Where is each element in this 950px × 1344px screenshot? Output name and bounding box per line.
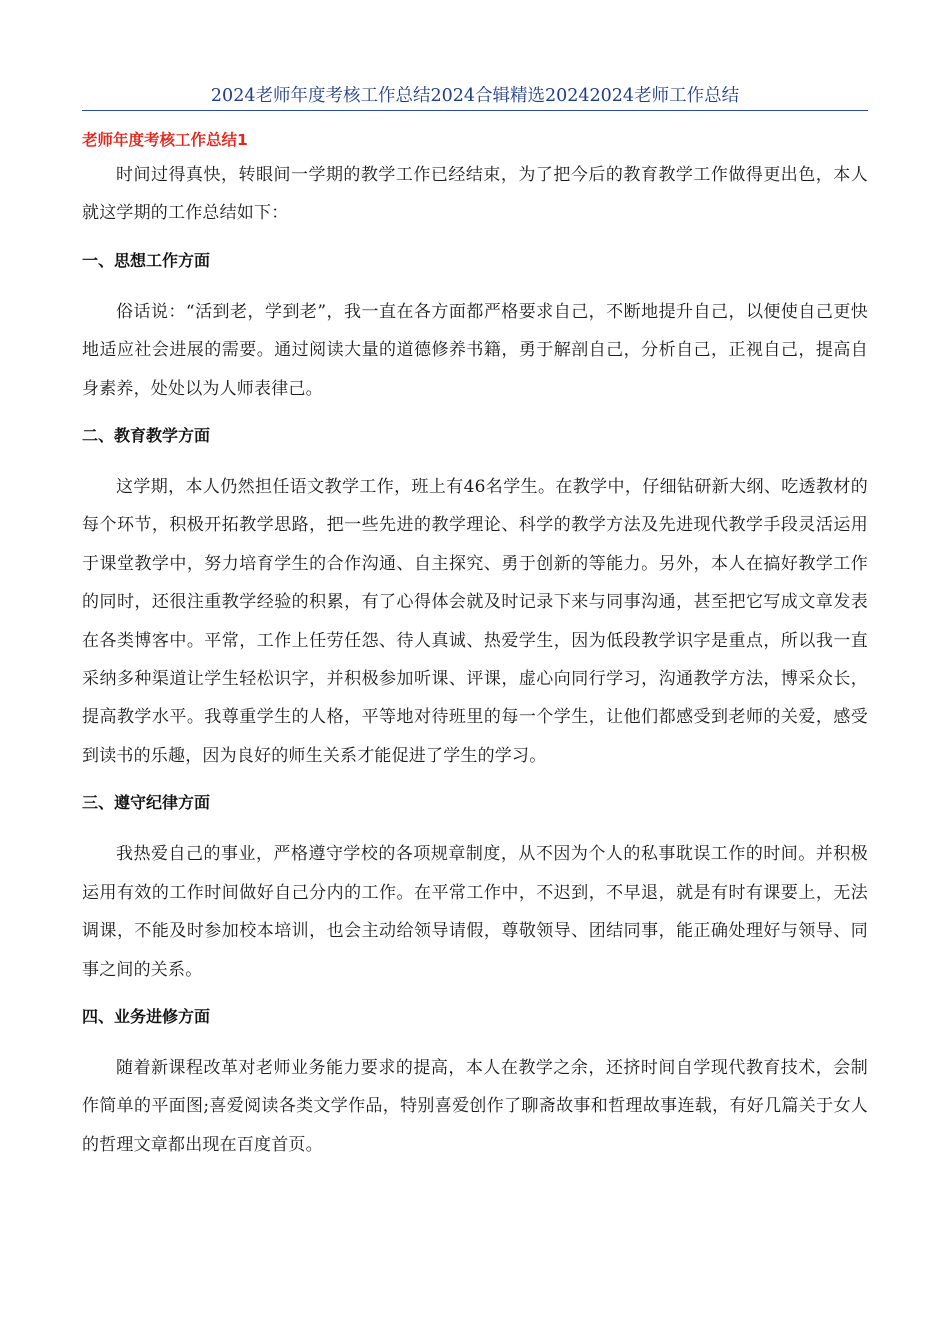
section-heading-2: 二、教育教学方面	[82, 426, 211, 446]
section-heading-3: 三、遵守纪律方面	[82, 793, 211, 813]
section-body-3: 我热爱自己的事业，严格遵守学校的各项规章制度，从不因为个人的私事耽误工作的时间。并积极运用有效的工作时间做好自己分内的工作。在平常工作中，不迟到，不早退，就是有时有课要上，无法调课，不能及时参加校本培训，也会主动给领导请假，尊敬领导、团结同事，能正确处理好与领导、同事之间的关系。	[82, 844, 868, 980]
section-body-2: 这学期，本人仍然担任语文教学工作，班上有46名学生。在教学中，仔细钻研新大纲、吃透教材的每个环节，积极开拓教学思路，把一些先进的教学理论、科学的教学方法及先进现代教学手段灵活运用于课堂教学中，努力培育学生的合作沟通、自主探究、勇于创新的等能力。另外，本人在搞好教学工作的同时，还很注重教学经验的积累，有了心得体会就及时记录下来与同事沟通，甚至把它写成文章发表在各类博客中。平常，工作上任劳任怨、待人真诚、热爱学生，因为低段教学识字是重点，所以我一直采纳多种渠道让学生轻松识字，并积极参加听课、评课，虚心向同行学习，沟通教学方法，博采众长，提高教学水平。我尊重学生的人格，平等地对待班里的每一个学生，让他们都感受到老师的关爱，感受到读书的乐趣，因为良好的师生关系才能促进了学生的学习。	[82, 477, 868, 766]
header-divider	[82, 110, 868, 111]
intro-paragraph: 时间过得真快，转眼间一学期的教学工作已经结束，为了把今后的教育教学工作做得更出色，本人就这学期的工作总结如下：	[82, 165, 868, 224]
section-body-1: 俗话说：“活到老，学到老”，我一直在各方面都严格要求自己，不断地提升自己，以便使自己更快地适应社会进展的需要。通过阅读大量的道德修养书籍，勇于解剖自己，分析自己，正视自己，提高自身素养，处处以为人师表律己。	[82, 301, 868, 399]
section-body-4: 随着新课程改革对老师业务能力要求的提高，本人在教学之余，还挤时间自学现代教育技术，会制作简单的平面图;喜爱阅读各类文学作品，特别喜爱创作了聊斋故事和哲理故事连载，有好几篇关于女人的哲理文章都出现在百度首页。	[82, 1057, 868, 1155]
section-heading-4: 四、业务进修方面	[82, 1006, 211, 1026]
page-header-title: 2024老师年度考核工作总结2024合辑精选20242024老师工作总结	[210, 86, 740, 106]
document-title: 老师年度考核工作总结1	[82, 131, 248, 149]
section-heading-1: 一、思想工作方面	[82, 250, 211, 270]
document-body	[82, 126, 868, 1164]
